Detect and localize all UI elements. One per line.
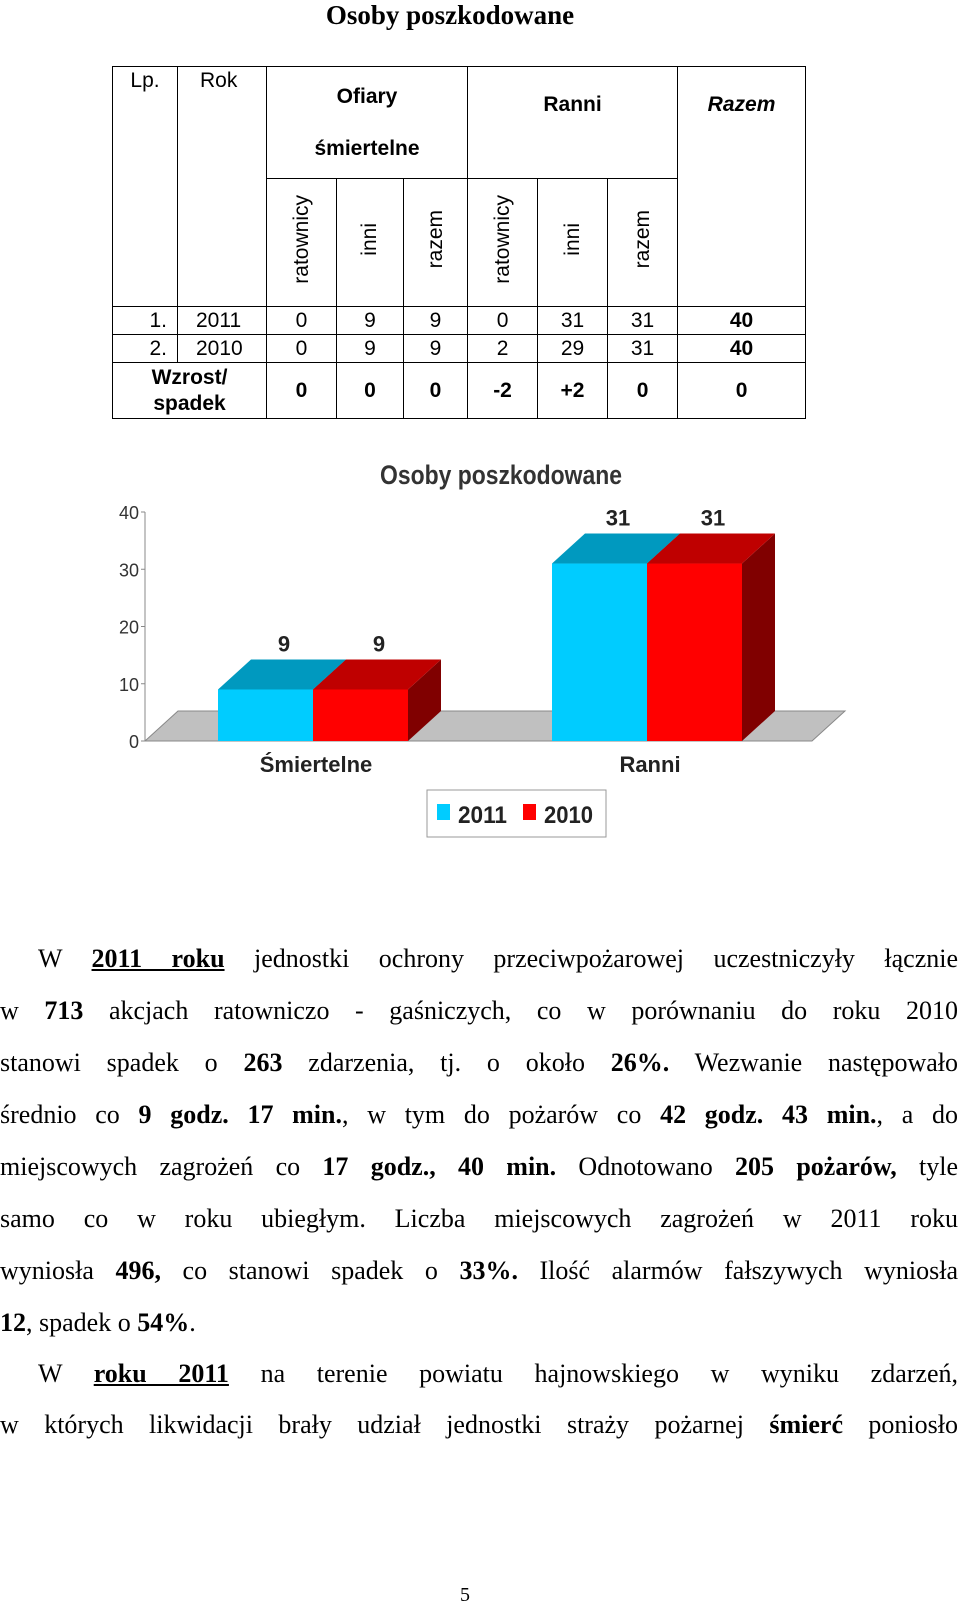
text-line	[0, 1152, 958, 1182]
text-span: , a do	[876, 1100, 959, 1129]
text-span: akcjach ratowniczo - gaśniczych, co w porównaniu do roku 2010	[83, 996, 959, 1025]
text-span: W	[38, 1359, 94, 1388]
table-row	[113, 335, 806, 363]
y-tick-label: 40	[118, 503, 139, 523]
change-cell: 0	[267, 363, 337, 419]
bar-2011-0	[218, 689, 313, 741]
emphasis-text: 12	[0, 1308, 26, 1337]
cell-total: 40	[678, 335, 806, 363]
cell-total: 40	[678, 307, 806, 335]
emphasis-text: śmierć	[769, 1410, 843, 1439]
cell-rok: 2011	[178, 307, 267, 335]
text-line	[38, 1359, 958, 1389]
legend-label: 2011	[458, 802, 507, 829]
change-label-line2: spadek	[153, 391, 226, 415]
page-heading: Osoby poszkodowane	[325, 0, 575, 30]
text-span: Odnotowano	[556, 1152, 736, 1181]
cell-value: 31	[608, 335, 678, 363]
cell-value: 9	[337, 335, 404, 363]
cell-value: 29	[538, 335, 608, 363]
legend-swatch	[437, 804, 450, 820]
injured-bar-chart	[0, 455, 960, 855]
subheader-cell: ratownicy	[490, 195, 514, 284]
data-label: 31	[700, 505, 726, 531]
text-span: co stanowi spadek o	[160, 1256, 460, 1285]
text-span: Ilość alarmów fałszywych wyniosła	[517, 1256, 958, 1285]
text-span: poniosło	[843, 1410, 958, 1439]
bar-2011-1	[552, 564, 647, 741]
bar-side	[742, 534, 775, 741]
header-ofiary	[267, 67, 468, 179]
text-span: samo co w roku ubiegłym. Liczba miejscowych zagrożeń w 2011 roku	[0, 1204, 958, 1233]
emphasis-text: 17 godz., 40 min.	[322, 1152, 557, 1181]
change-cell: +2	[538, 363, 608, 419]
subheader-cell: razem	[630, 210, 654, 269]
header-rok: Rok	[178, 67, 267, 307]
text-span: jednostki ochrony przeciwpożarowej uczestniczyły łącznie	[224, 944, 958, 973]
emphasis-text: 263	[243, 1048, 283, 1077]
text-span: wyniosła	[0, 1256, 116, 1285]
text-span: w	[0, 996, 45, 1025]
emphasis-text: 2011 roku	[91, 944, 225, 973]
text-span: zdarzenia, tj. o około	[282, 1048, 611, 1077]
category-label: Śmiertelne	[259, 752, 373, 777]
cell-value: 9	[404, 335, 468, 363]
text-line	[38, 944, 958, 974]
header-ofiary-line1: Ofiary	[336, 84, 398, 108]
header-lp: Lp.	[113, 67, 178, 307]
injured-table	[112, 66, 806, 419]
change-row	[113, 363, 806, 419]
cell-lp: 2.	[113, 335, 178, 363]
cell-value: 0	[267, 335, 337, 363]
emphasis-text: 496,	[115, 1256, 161, 1285]
y-tick-label: 20	[118, 617, 139, 638]
cell-value: 2	[468, 335, 538, 363]
emphasis-text: 26%.	[610, 1048, 670, 1077]
text-span: stanowi spadek o	[0, 1048, 244, 1077]
text-line	[0, 1204, 958, 1234]
cell-value: 0	[267, 307, 337, 335]
emphasis-text: 54%	[137, 1308, 190, 1337]
emphasis-text: 33%.	[459, 1256, 518, 1285]
text-line	[0, 1256, 958, 1286]
cell-value: 9	[337, 307, 404, 335]
emphasis-text: 713	[44, 996, 84, 1025]
subheader-cell: inni	[358, 223, 381, 256]
cell-rok: 2010	[178, 335, 267, 363]
data-label: 9	[372, 631, 386, 657]
text-span: średnio co	[0, 1100, 139, 1129]
legend-label: 2010	[544, 802, 593, 829]
cell-value: 0	[468, 307, 538, 335]
change-cell: 0	[608, 363, 678, 419]
cell-value: 31	[608, 307, 678, 335]
legend-swatch	[523, 804, 536, 820]
bar-2010-0	[313, 689, 408, 741]
text-span: tyle	[896, 1152, 958, 1181]
text-line	[0, 996, 958, 1026]
data-label: 9	[277, 631, 291, 657]
subheader-cell: razem	[423, 210, 447, 269]
header-razem: Razem	[678, 67, 806, 307]
change-cell: -2	[468, 363, 538, 419]
emphasis-text: 205 pożarów,	[735, 1152, 897, 1181]
cell-value: 9	[404, 307, 468, 335]
text-span: miejscowych zagrożeń co	[0, 1152, 323, 1181]
text-span: , spadek o	[26, 1308, 138, 1337]
change-cell: 0	[678, 363, 806, 419]
page-number: 5	[460, 1584, 470, 1606]
text-span: .	[189, 1308, 196, 1337]
text-span: W	[38, 944, 92, 973]
text-line	[0, 1308, 196, 1338]
bar-2010-1	[647, 564, 742, 741]
text-span: Wezwanie następowało	[669, 1048, 958, 1077]
emphasis-text: 9 godz. 17 min.	[138, 1100, 342, 1129]
category-label: Ranni	[619, 752, 681, 777]
change-label-line1: Wzrost/	[151, 365, 228, 389]
cell-value: 31	[538, 307, 608, 335]
subheader-cell: ratownicy	[289, 195, 313, 284]
data-label: 31	[605, 505, 631, 531]
text-span: w których likwidacji brały udział jednostki straży pożarnej	[0, 1410, 770, 1439]
header-ranni: Ranni	[468, 67, 678, 179]
text-line	[0, 1048, 958, 1078]
header-ofiary-line2: śmiertelne	[314, 136, 420, 160]
y-tick-label: 10	[118, 674, 139, 695]
text-span: , w tym do pożarów co	[342, 1100, 661, 1129]
text-line	[0, 1410, 958, 1440]
text-line	[0, 1100, 958, 1130]
text-span: na terenie powiatu hajnowskiego w wyniku zdarzeń,	[228, 1359, 958, 1388]
emphasis-text: roku 2011	[93, 1359, 229, 1388]
subheader-cell: inni	[560, 223, 584, 256]
change-cell: 0	[337, 363, 404, 419]
table-row	[113, 307, 806, 335]
emphasis-text: 42 godz. 43 min.	[660, 1100, 877, 1129]
y-tick-label: 30	[118, 560, 139, 581]
y-tick-label: 0	[128, 732, 139, 752]
cell-lp: 1.	[113, 307, 178, 335]
change-label	[113, 363, 267, 419]
change-cell: 0	[404, 363, 468, 419]
chart-title: Osoby poszkodowane	[380, 460, 622, 490]
